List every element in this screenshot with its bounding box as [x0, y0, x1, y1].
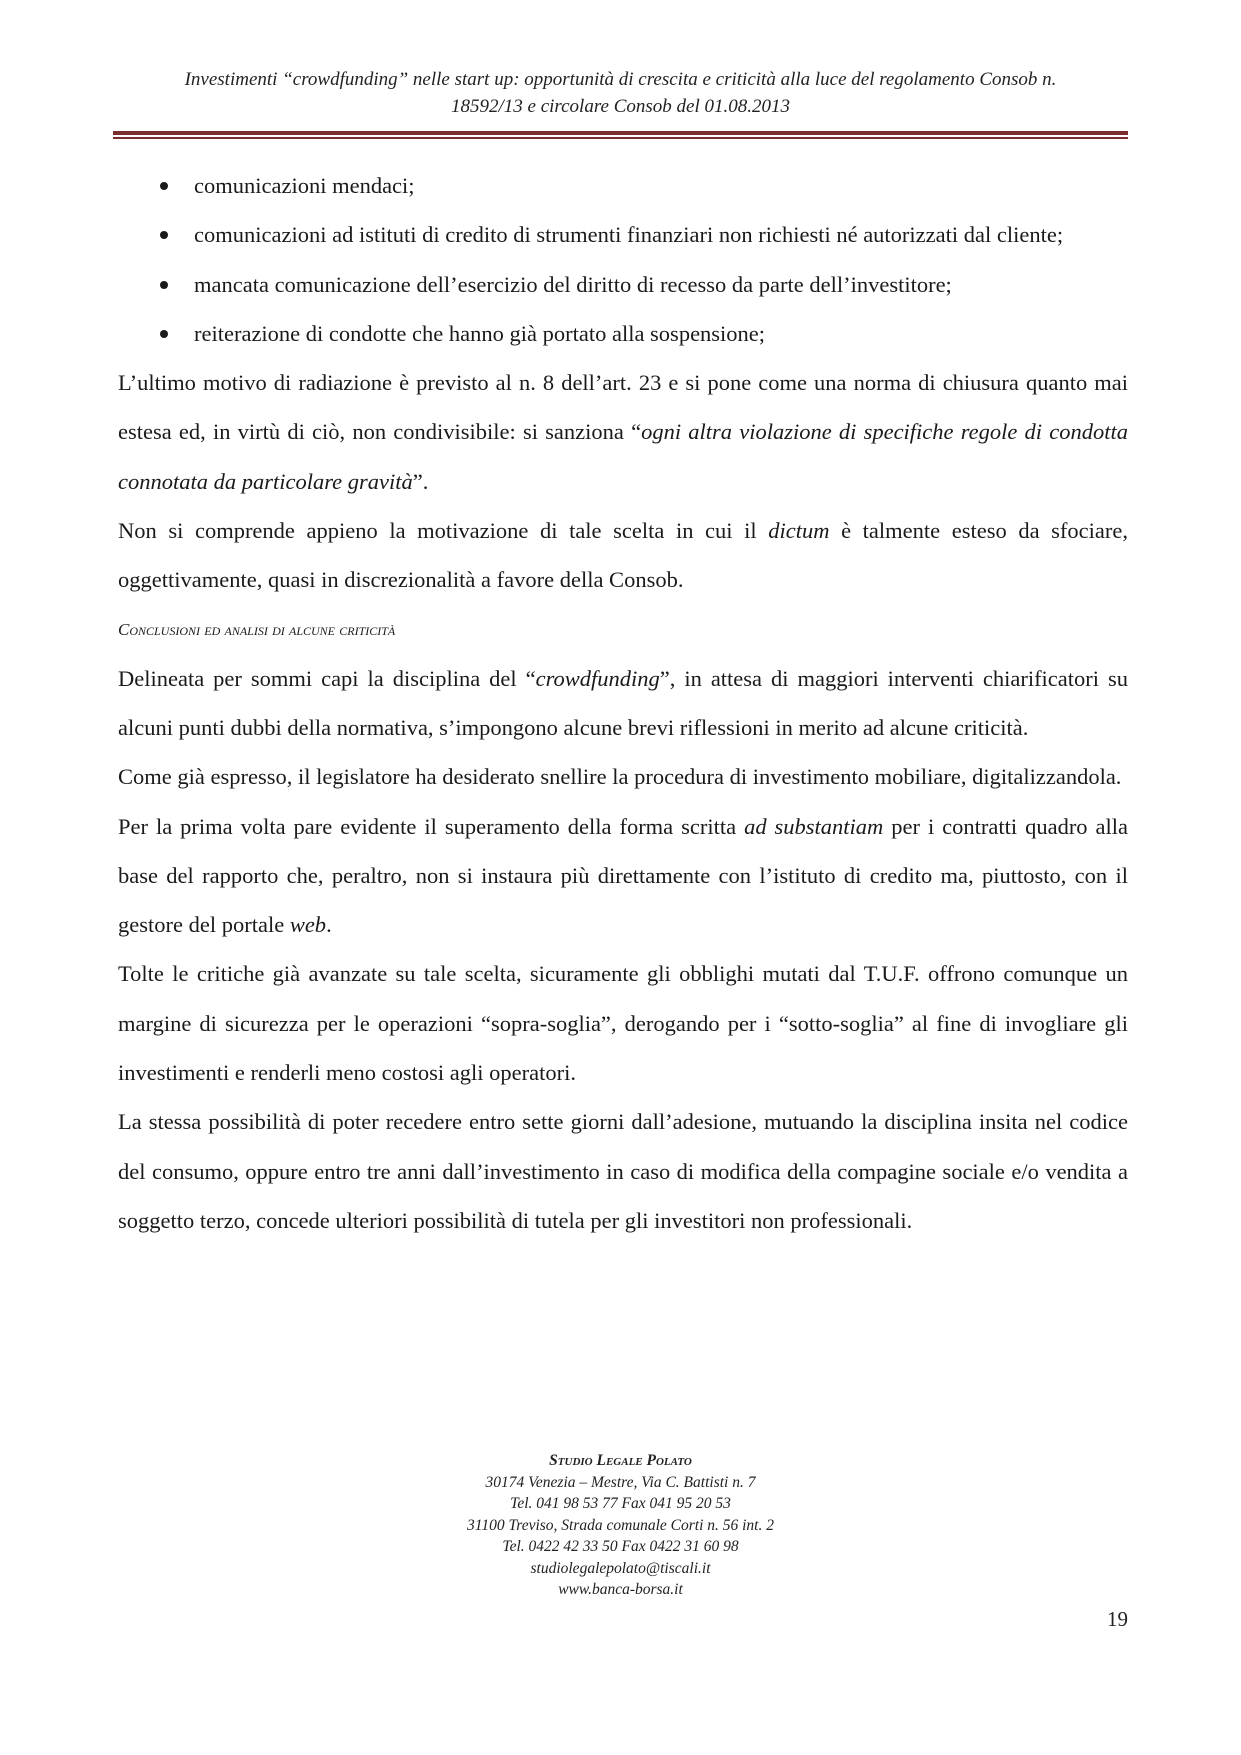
bullet-list: [118, 161, 1128, 358]
list-item: mancata comunicazione dell’esercizio del diritto di recesso da parte dell’investitore;: [118, 260, 1128, 309]
bullet-icon: [160, 231, 168, 239]
page-number: 19: [1107, 1607, 1128, 1631]
list-item: reiterazione di condotte che hanno già portato alla sospensione;: [118, 309, 1128, 358]
header-line-2: 18592/13 e circolare Consob del 01.08.2013: [451, 96, 790, 117]
paragraph-written-form: Per la prima volta pare evidente il superamento della forma scritta ad substantiam per i contratti quadro alla base del rapporto che, peraltro, non si instaura più direttamente con l’istituto di credito ma, piuttosto, con il gestore del portale web.: [118, 813, 1128, 938]
bullet-icon: [160, 330, 168, 338]
footer-email: studiolegalepolato@tiscali.it: [530, 1559, 711, 1577]
bullet-icon: [160, 281, 168, 289]
footer-firm: Studio Legale Polato: [549, 1452, 692, 1469]
document-body: [118, 161, 1128, 1245]
paragraph-dictum: Non si comprende appieno la motivazione di tale scelta in cui il dictum è talmente esteso da sfociare, oggettivamente, quasi in discrezionalità a favore della Consob.: [118, 518, 1128, 593]
running-header: [110, 66, 1131, 120]
section-heading: Conclusioni ed analisi di alcune criticità: [118, 619, 396, 639]
header-rule-thick: [113, 131, 1128, 135]
paragraph-radiation: L’ultimo motivo di radiazione è previsto al n. 8 dell’art. 23 e si pone come una norma di chiusura quanto mai estesa ed, in virtù di ciò, non condivisibile: si sanziona “ogni altra violazione di specifiche regole di condotta connotata da particolare gravità”.: [118, 370, 1128, 494]
footer-phone-venezia: Tel. 041 98 53 77 Fax 041 95 20 53: [510, 1495, 731, 1512]
header-rule-thin: [113, 137, 1128, 139]
header-line-1: Investimenti “crowdfunding” nelle start up: opportunità di crescita e criticità alla luce del regolamento Consob n.: [184, 69, 1057, 90]
footer-phone-treviso: Tel. 0422 42 33 50 Fax 0422 31 60 98: [502, 1538, 739, 1555]
page-footer: [0, 1450, 1241, 1601]
footer-address-treviso: 31100 Treviso, Strada comunale Corti n. 56 int. 2: [467, 1516, 774, 1534]
list-item: comunicazioni mendaci;: [118, 161, 1128, 210]
paragraph-tuf: Tolte le critiche già avanzate su tale scelta, sicuramente gli obblighi mutati dal T.U.F. offrono comunque un margine di sicurezza per le operazioni “sopra-soglia”, derogando per i “sotto-soglia” al fine di invogliare gli investimenti e renderli meno costosi agli operatori.: [118, 961, 1128, 1086]
footer-website: www.banca-borsa.it: [558, 1581, 683, 1598]
paragraph-withdrawal: La stessa possibilità di poter recedere entro sette giorni dall’adesione, mutuando la disciplina insita nel codice del consumo, oppure entro tre anni dall’investimento in caso di modifica della compagine sociale e/o vendita a soggetto terzo, concede ulteriori possibilità di tutela per gli investitori non professionali.: [118, 1109, 1128, 1233]
bullet-icon: [160, 182, 168, 190]
paragraph-legislator: Come già espresso, il legislatore ha desiderato snellire la procedura di investimento mobiliare, digitalizzandola.: [118, 764, 1122, 790]
paragraph-crowdfunding: Delineata per sommi capi la disciplina del “crowdfunding”, in attesa di maggiori interventi chiarificatori su alcuni punti dubbi della normativa, s’impongono alcune brevi riflessioni in merito ad alcune criticità.: [118, 665, 1128, 740]
footer-address-venezia: 30174 Venezia – Mestre, Via C. Battisti n. 7: [485, 1473, 756, 1491]
quote-violation: ogni altra violazione di specifiche regole di condotta connotata da particolare gravità: [118, 419, 1128, 494]
list-item: comunicazioni ad istituti di credito di strumenti finanziari non richiesti né autorizzati dal cliente;: [118, 210, 1128, 259]
